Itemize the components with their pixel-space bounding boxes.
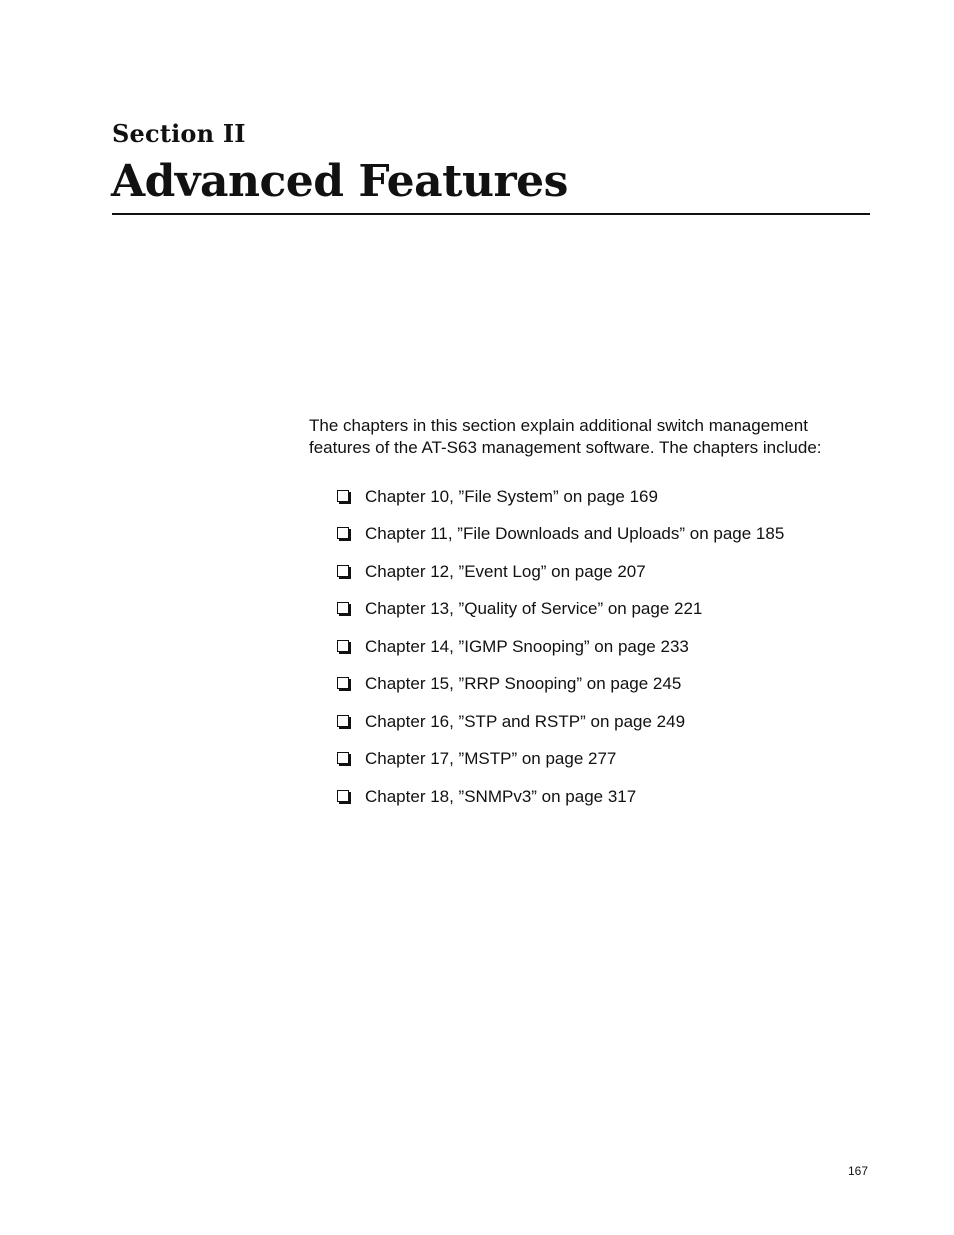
- checkbox-bullet-icon: [337, 602, 349, 614]
- title-divider: [112, 213, 870, 215]
- list-item: [337, 516, 877, 554]
- checkbox-bullet-icon: [337, 790, 349, 802]
- list-item: [337, 666, 877, 704]
- chapter-reference[interactable]: Chapter 12, ”Event Log” on page 207: [365, 561, 646, 581]
- page-number: 167: [848, 1164, 869, 1178]
- checkbox-bullet-icon: [337, 677, 349, 689]
- list-item: [337, 741, 877, 779]
- list-item: [337, 553, 877, 591]
- chapter-reference[interactable]: Chapter 16, ”STP and RSTP” on page 249: [365, 711, 686, 731]
- chapter-reference[interactable]: Chapter 11, ”File Downloads and Uploads” on page 185: [365, 524, 785, 544]
- list-item: [337, 703, 877, 741]
- checkbox-bullet-icon: [337, 527, 349, 539]
- list-item: [337, 591, 877, 629]
- chapter-reference[interactable]: Chapter 18, ”SNMPv3” on page 317: [365, 786, 637, 806]
- checkbox-bullet-icon: [337, 715, 349, 727]
- page-title: Advanced Features: [111, 156, 568, 207]
- chapter-reference[interactable]: Chapter 14, ”IGMP Snooping” on page 233: [365, 636, 689, 656]
- list-item: [337, 478, 877, 516]
- list-item: [337, 628, 877, 666]
- checkbox-bullet-icon: [337, 640, 349, 652]
- intro-paragraph: The chapters in this section explain additional switch management features of the AT-S63 management software. The chapters include:: [309, 416, 822, 457]
- chapter-reference[interactable]: Chapter 10, ”File System” on page 169: [365, 486, 658, 506]
- section-label: Section II: [112, 119, 246, 148]
- checkbox-bullet-icon: [337, 565, 349, 577]
- checkbox-bullet-icon: [337, 752, 349, 764]
- checkbox-bullet-icon: [337, 490, 349, 502]
- chapter-reference[interactable]: Chapter 13, ”Quality of Service” on page 221: [365, 599, 703, 619]
- list-item: [337, 778, 877, 816]
- chapter-reference[interactable]: Chapter 15, ”RRP Snooping” on page 245: [365, 674, 682, 694]
- chapter-reference[interactable]: Chapter 17, ”MSTP” on page 277: [365, 749, 617, 769]
- chapter-list: [337, 478, 877, 816]
